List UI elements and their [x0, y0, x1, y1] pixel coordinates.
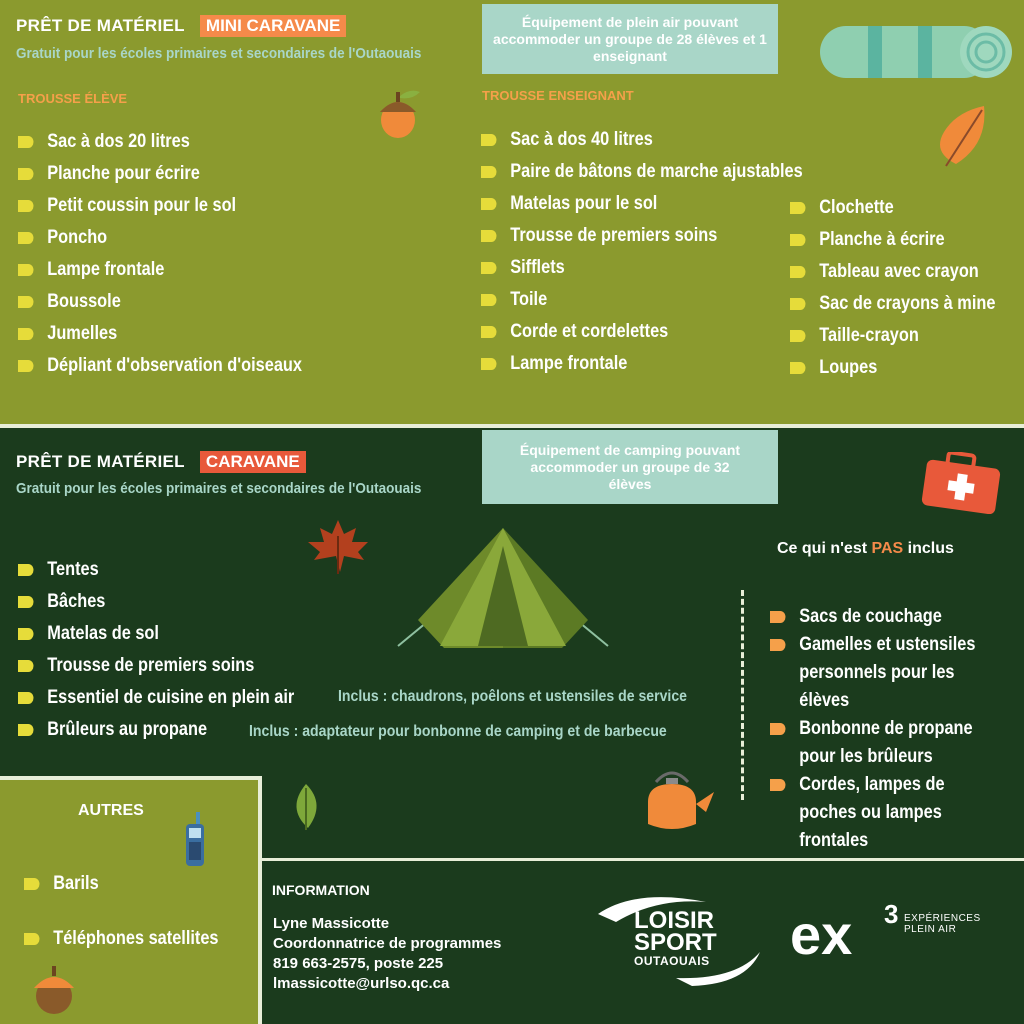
list-item: Loupes [790, 352, 995, 384]
mini-title: PRÊT DE MATÉRIEL [16, 16, 185, 35]
list-item: Téléphones satellites [24, 911, 219, 966]
list-item: Bonbonne de propane pour les brûleurs [770, 715, 1006, 771]
list-item: Essentiel de cuisine en plein air [18, 682, 294, 714]
list-item: Taille-crayon [790, 320, 995, 352]
list-item: Boussole [18, 286, 302, 318]
leaf-icon [936, 104, 988, 170]
kettle-icon [642, 762, 718, 834]
sleeping-mat-icon [818, 22, 1014, 82]
list-item: Poncho [18, 222, 302, 254]
kit-enseignant-title: TROUSSE ENSEIGNANT [482, 88, 634, 103]
list-item: Trousse de premiers soins [18, 650, 294, 682]
caravane-items-list [18, 554, 339, 746]
caravane-title: PRÊT DE MATÉRIEL [16, 452, 185, 471]
list-item: Petit coussin pour le sol [18, 190, 302, 222]
caravane-header [16, 451, 306, 473]
ex3-logo: ex 3 EXPÉRIENCES PLEIN AIR [790, 899, 981, 966]
kit-eleve-list [18, 126, 348, 382]
autres-list [24, 856, 250, 966]
loisir-text: LOISIR SPORT OUTAOUAIS [634, 907, 717, 968]
list-item: Barils [24, 856, 219, 911]
list-item: Brûleurs au propane [18, 714, 294, 746]
list-item: Sifflets [481, 252, 803, 284]
divider [258, 776, 262, 1024]
list-item: Lampe frontale [481, 348, 803, 380]
caravane-subtitle: Gratuit pour les écoles primaires et secondaires de l'Outaouais [16, 480, 422, 497]
excluded-title: Ce qui n'est PAS inclus [777, 540, 954, 557]
kit-enseignant-list-extra [790, 192, 1024, 384]
acorn-icon [30, 962, 80, 1018]
autres-title: AUTRES [78, 802, 144, 819]
list-item: Paire de bâtons de marche ajustables [481, 156, 803, 188]
divider [0, 776, 262, 780]
divider [741, 590, 744, 800]
contact-block [273, 914, 501, 994]
list-item: Bâches [18, 586, 294, 618]
leaf-icon [286, 782, 326, 832]
list-item: Sac à dos 40 litres [481, 124, 803, 156]
list-item: Sacs de couchage [770, 603, 1011, 631]
list-item: Jumelles [18, 318, 302, 350]
list-item: Trousse de premiers soins [481, 220, 803, 252]
contact-name: Lyne Massicotte [273, 915, 390, 932]
list-item: Gamelles et ustensiles personnels pour les élèves [770, 631, 1006, 715]
mini-tag: MINI CARAVANE [200, 15, 346, 37]
list-item: Sac à dos 20 litres [18, 126, 302, 158]
excluded-list [770, 603, 1024, 855]
list-item: Corde et cordelettes [481, 316, 803, 348]
list-item: Planche à écrire [790, 224, 995, 256]
list-item: Toile [481, 284, 803, 316]
note-bruleurs: Inclus : adaptateur pour bonbonne de camping et de barbecue [249, 723, 667, 740]
contact-role: Coordonnatrice de programmes [273, 935, 502, 952]
caravane-tag: CARAVANE [200, 451, 306, 473]
mini-header [16, 15, 346, 37]
list-item: Lampe frontale [18, 254, 302, 286]
list-item: Matelas de sol [18, 618, 294, 650]
kit-eleve-title: TROUSSE ÉLÈVE [18, 91, 128, 106]
contact-email: lmassicotte@urlso.qc.ca [273, 975, 450, 992]
mini-subtitle: Gratuit pour les écoles primaires et secondaires de l'Outaouais [16, 45, 422, 62]
list-item: Planche pour écrire [18, 158, 302, 190]
list-item: Clochette [790, 192, 995, 224]
list-item: Matelas pour le sol [481, 188, 803, 220]
first-aid-kit-icon [920, 452, 1004, 514]
information-title: INFORMATION [272, 882, 370, 898]
list-item: Cordes, lampes de poches ou lampes frontales [770, 771, 1006, 855]
acorn-icon [376, 86, 424, 140]
tent-icon [396, 524, 610, 652]
divider [0, 424, 1024, 428]
loisir-sport-logo [596, 888, 762, 988]
mini-capacity-box: Équipement de plein air pouvant accommoder un groupe de 28 élèves et 1 enseignant [482, 4, 778, 74]
list-item: Tentes [18, 554, 294, 586]
list-item: Dépliant d'observation d'oiseaux [18, 350, 302, 382]
contact-phone: 819 663-2575, poste 225 [273, 955, 444, 972]
list-item: Tableau avec crayon [790, 256, 995, 288]
list-item: Sac de crayons à mine [790, 288, 995, 320]
divider [262, 858, 1024, 861]
caravane-capacity-box: Équipement de camping pouvant accommoder un groupe de 32 élèves [482, 430, 778, 504]
note-cuisine: Inclus : chaudrons, poêlons et ustensiles de service [338, 688, 687, 705]
